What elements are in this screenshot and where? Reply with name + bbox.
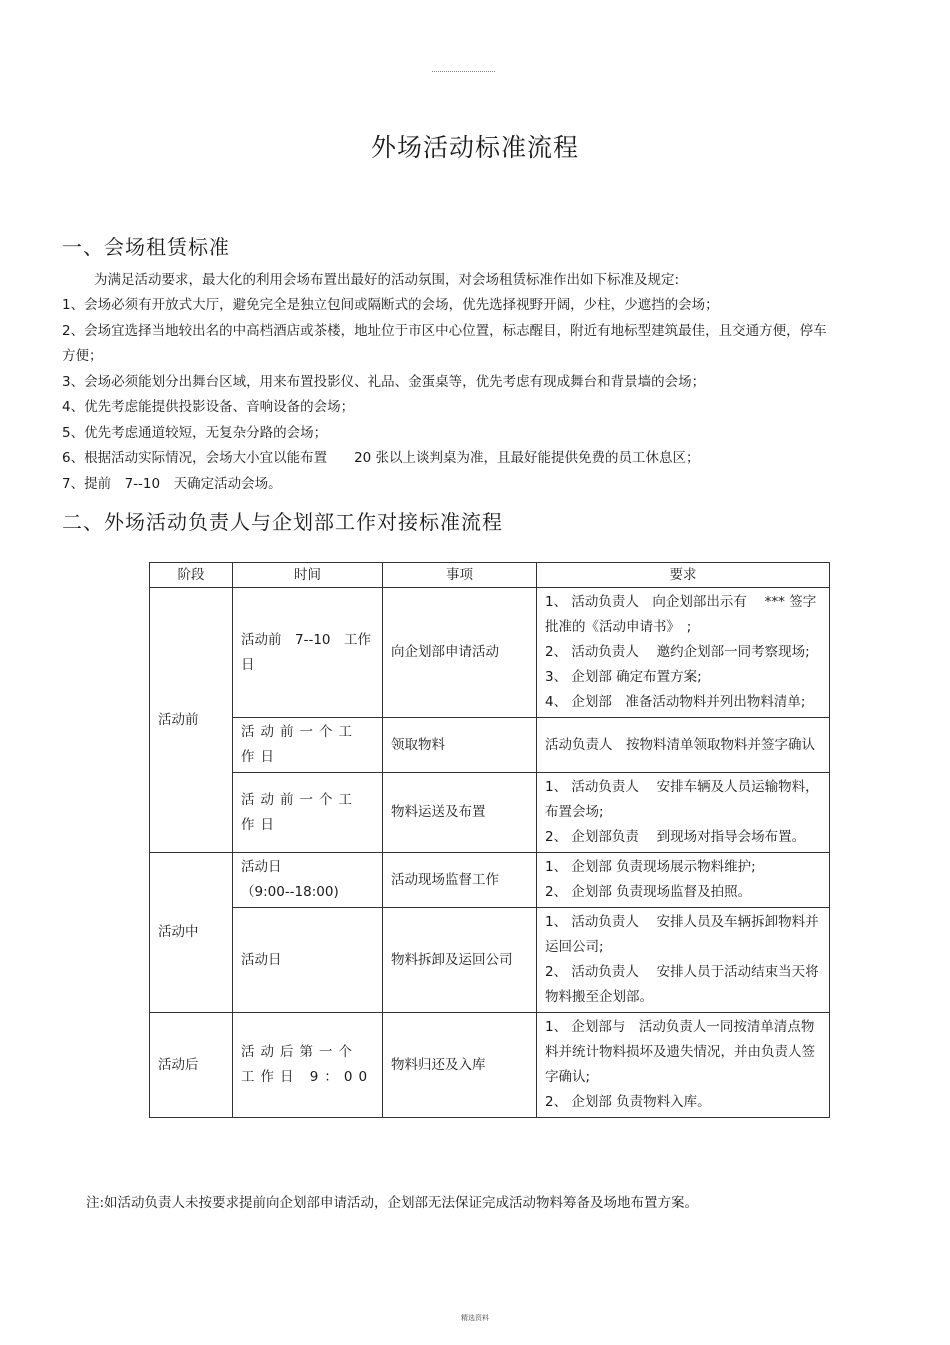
- rule-item: 7、提前 7--10 天确定活动会场。: [62, 475, 282, 492]
- requirement-line: 2、 企划部 负责现场监督及拍照。: [545, 884, 752, 900]
- stage-cell: 活动后: [150, 1013, 233, 1118]
- stage-cell: 活动前: [150, 588, 233, 853]
- requirement-line: 2、 企划部 负责物料入库。: [545, 1094, 711, 1110]
- rule-item: 2、会场宜选择当地较出名的中高档酒店或茶楼，地址位于市区中心位置，标志醒目，附近有地标型建筑最佳，且交通方便，停车方便；: [62, 322, 827, 364]
- header-item: 事项: [383, 563, 537, 588]
- time-line: （9:00--18:00): [241, 884, 339, 900]
- footnote: 注:如活动负责人未按要求提前向企划部申请活动，企划部无法保证完成活动物料筹备及场地布置方案。: [86, 1195, 699, 1211]
- time-line: 活动日: [241, 859, 282, 875]
- workflow-table: [149, 562, 830, 1118]
- requirements-cell: [537, 908, 830, 1013]
- time-cell: 活动前一个工作日: [233, 718, 383, 773]
- time-cell: 活动后第一个工作日 9：00: [233, 1013, 383, 1118]
- requirements-cell: [537, 718, 830, 773]
- time-cell: 活动前一个工作日: [233, 773, 383, 853]
- requirement-line: 3、 企划部 确定布置方案;: [545, 669, 702, 685]
- requirement-line: 1、 活动负责人 向企划部出示有 *** 签字批准的《活动申请书》 ;: [545, 594, 817, 635]
- header-requirements: 要求: [537, 563, 830, 588]
- item-cell: 领取物料: [383, 718, 537, 773]
- section2-heading: 二、外场活动负责人与企划部工作对接标准流程: [62, 510, 503, 534]
- item-cell: 物料归还及入库: [383, 1013, 537, 1118]
- rule-item: 1、会场必须有开放式大厅，避免完全是独立包间或隔断式的会场，优先选择视野开阔，少柱，少遮挡的会场；: [62, 297, 719, 313]
- rules-list: [62, 293, 832, 497]
- stage-cell: 活动中: [150, 853, 233, 1013]
- table-row: [150, 853, 830, 908]
- time-cell: [233, 853, 383, 908]
- time-cell: 活动日: [233, 908, 383, 1013]
- requirements-cell: [537, 588, 830, 718]
- requirement-line: 2、 活动负责人 安排人员于活动结束当天将物料搬至企划部。: [545, 964, 819, 1005]
- header-rule: [432, 71, 495, 72]
- requirement-line: 2、 活动负责人 邀约企划部一同考察现场;: [545, 644, 810, 660]
- item-cell: 活动现场监督工作: [383, 853, 537, 908]
- requirement-line: 4、 企划部 准备活动物料并列出物料清单;: [545, 694, 806, 710]
- item-cell: 物料运送及布置: [383, 773, 537, 853]
- item-cell: 物料拆卸及运回公司: [383, 908, 537, 1013]
- header-time: 时间: [233, 563, 383, 588]
- requirements-cell: [537, 773, 830, 853]
- rule-item: 6、根据活动实际情况，会场大小宜以能布置 20 张以上谈判桌为准，且最好能提供免费的员工休息区；: [62, 450, 700, 466]
- section1-heading: 一、会场租赁标准: [62, 235, 230, 259]
- rule-item: 4、优先考虑能提供投影设备、音响设备的会场；: [62, 399, 355, 415]
- requirement-line: 1、 企划部 负责现场展示物料维护;: [545, 859, 756, 875]
- rule-item: 5、优先考虑通道较短，无复杂分路的会场；: [62, 424, 328, 441]
- time-cell: 活动前 7--10 工作日: [233, 588, 383, 718]
- requirement-line: 1、 活动负责人 安排车辆及人员运输物料，布置会场;: [545, 779, 819, 820]
- table-row: [150, 908, 830, 1013]
- section1-intro: 为满足活动要求，最大化的利用会场布置出最好的活动氛围，对会场租赁标准作出如下标准及规定:: [94, 272, 680, 288]
- table-row: [150, 718, 830, 773]
- item-cell: 向企划部申请活动: [383, 588, 537, 718]
- requirements-cell: [537, 853, 830, 908]
- requirements-cell: [537, 1013, 830, 1118]
- page-title: 外场活动标准流程: [370, 133, 579, 162]
- requirement-line: 2、 企划部负责 到现场对指导会场布置。: [545, 829, 806, 845]
- table-header-row: [150, 563, 830, 588]
- table-row: [150, 773, 830, 853]
- rule-item: 3、会场必须能划分出舞台区域，用来布置投影仪、礼品、金蛋桌等，优先考虑有现成舞台和背景墙的会场；: [62, 373, 706, 390]
- header-stage: 阶段: [150, 563, 233, 588]
- requirement-line: 1、 企划部与 活动负责人一同按清单清点物料并统计物料损坏及遗失情况，并由负责人签字确认;: [545, 1019, 815, 1085]
- requirement-line: 活动负责人 按物料清单领取物料并签字确认: [545, 736, 815, 753]
- page-footer: 精选资料: [461, 1314, 489, 1322]
- requirement-line: 1、 活动负责人 安排人员及车辆拆卸物料并运回公司;: [545, 914, 819, 955]
- table-row: [150, 588, 830, 718]
- table-row: [150, 1013, 830, 1118]
